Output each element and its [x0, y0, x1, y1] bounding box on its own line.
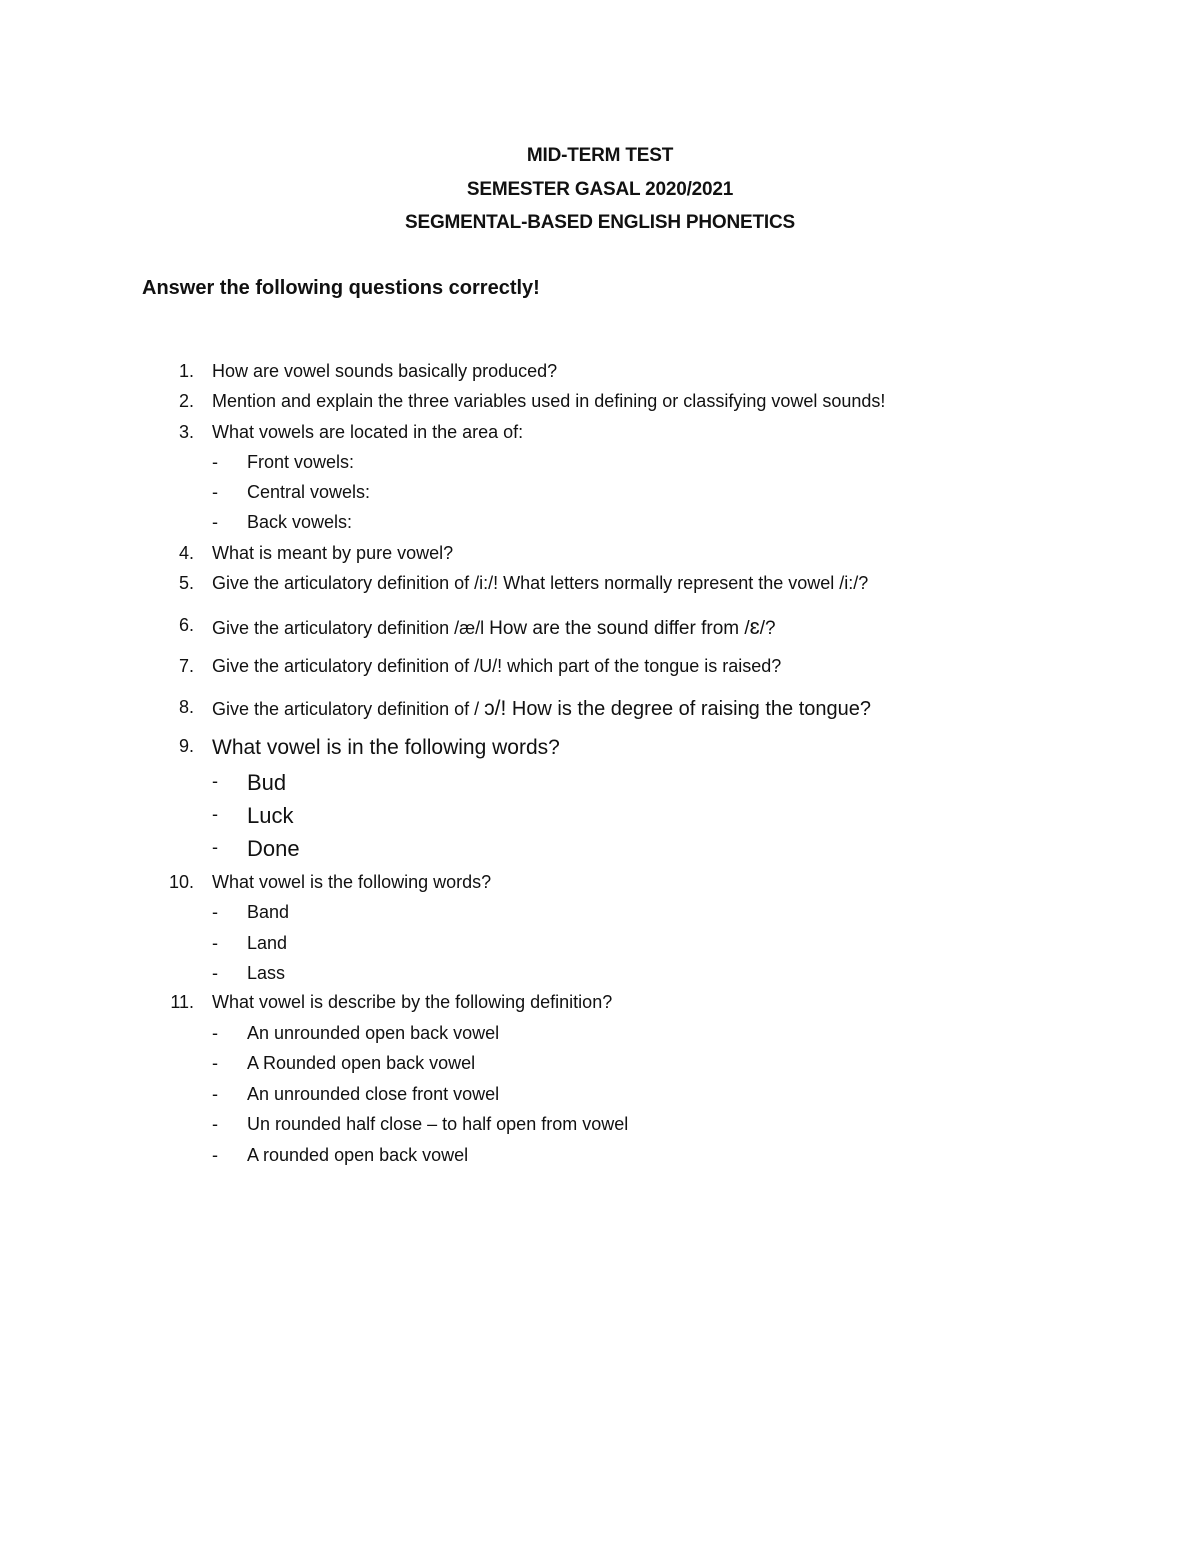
question-number: 7.: [178, 656, 194, 676]
test-title: MID-TERM TEST: [526, 145, 674, 166]
dash-bullet: -: [212, 804, 218, 824]
sub-item-text: Band: [247, 902, 290, 922]
question-text: What vowel is the following words?: [212, 872, 492, 892]
question-text: Give the articulatory definition of / ɔ/! How is the degree of raising the tongue?: [212, 697, 871, 720]
question-text: What vowels are located in the area of:: [212, 422, 524, 442]
question-number: 6.: [178, 615, 194, 635]
dash-bullet: -: [212, 902, 218, 922]
sub-item-text: An unrounded close front vowel: [247, 1084, 500, 1104]
question-text: What vowel is in the following words?: [212, 736, 560, 759]
sub-item-text: Bud: [247, 770, 287, 795]
sub-item-text: Luck: [247, 803, 294, 828]
sub-item-text: An unrounded open back vowel: [247, 1023, 500, 1043]
semester-title: SEMESTER GASAL 2020/2021: [466, 179, 734, 200]
dash-bullet: -: [212, 933, 218, 953]
question-number: 8.: [178, 697, 194, 717]
sub-item-text: Un rounded half close – to half open from vowel: [247, 1114, 629, 1134]
dash-bullet: -: [212, 1145, 218, 1165]
question-number: 4.: [178, 543, 194, 563]
question-text: Give the articulatory definition of /U/! which part of the tongue is raised?: [212, 656, 782, 676]
course-title: SEGMENTAL-BASED ENGLISH PHONETICS: [405, 212, 795, 233]
dash-bullet: -: [212, 1084, 218, 1104]
question-text: Give the articulatory definition of /i:/! What letters normally represent the vowel /i:/?: [212, 573, 869, 593]
sub-item-text: Land: [247, 933, 288, 953]
sub-item-text: Front vowels:: [247, 452, 355, 472]
question-text: Give the articulatory definition /æ/l How are the sound differ from /ɛ/?: [212, 614, 776, 639]
question-number: 3.: [178, 422, 194, 442]
question-number: 2.: [178, 391, 194, 411]
dash-bullet: -: [212, 837, 218, 857]
sub-item-text: A Rounded open back vowel: [247, 1053, 476, 1073]
question-number: 9.: [178, 736, 194, 756]
dash-bullet: -: [212, 963, 218, 983]
dash-bullet: -: [212, 1023, 218, 1043]
question-number: 10.: [168, 872, 194, 892]
dash-bullet: -: [212, 482, 218, 502]
dash-bullet: -: [212, 1114, 218, 1134]
instruction: Answer the following questions correctly!: [142, 277, 540, 299]
question-text: What is meant by pure vowel?: [212, 543, 454, 563]
dash-bullet: -: [212, 512, 218, 532]
dash-bullet: -: [212, 1053, 218, 1073]
question-text: How are vowel sounds basically produced?: [212, 361, 558, 381]
question-text: Mention and explain the three variables used in defining or classifying vowel sounds!: [212, 391, 886, 411]
dash-bullet: -: [212, 771, 218, 791]
sub-item-text: Done: [247, 836, 300, 861]
sub-item-text: A rounded open back vowel: [247, 1145, 469, 1165]
question-text: What vowel is describe by the following definition?: [212, 992, 613, 1012]
sub-item-text: Lass: [247, 963, 286, 983]
question-number: 5.: [178, 573, 194, 593]
question-number: 1.: [178, 361, 194, 381]
sub-item-text: Back vowels:: [247, 512, 353, 532]
question-number: 11.: [170, 992, 194, 1012]
dash-bullet: -: [212, 452, 218, 472]
sub-item-text: Central vowels:: [247, 482, 371, 502]
